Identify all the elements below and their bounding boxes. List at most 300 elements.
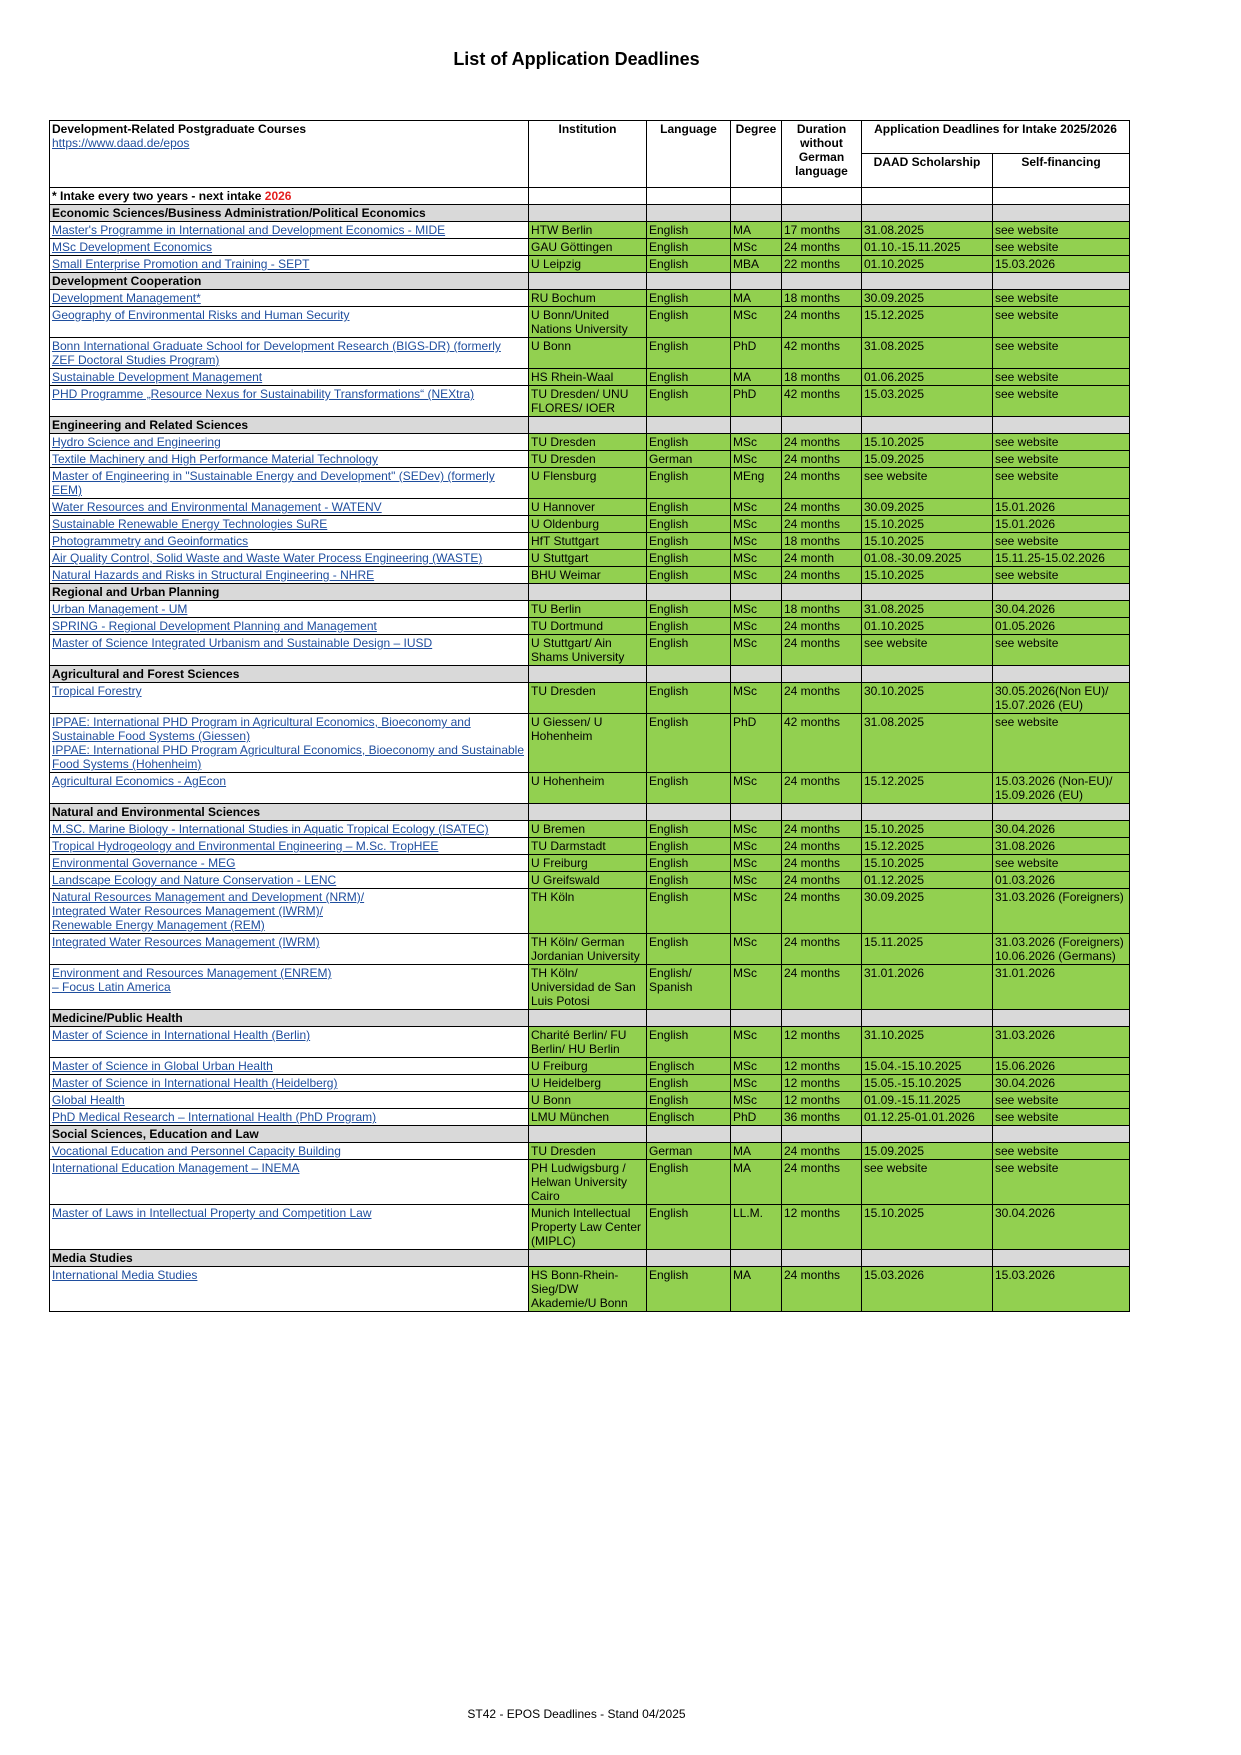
table-row	[50, 1267, 1130, 1312]
page-footer: ST42 - EPOS Deadlines - Stand 04/2025	[467, 1707, 686, 1721]
table-row	[50, 872, 1130, 889]
table-row	[50, 635, 1130, 666]
programme-cell	[50, 821, 529, 838]
programme-cell	[50, 222, 529, 239]
institution-cell: LMU München	[529, 1109, 647, 1126]
degree-cell: MSc	[731, 451, 782, 468]
language-cell: English	[647, 516, 731, 533]
table-row	[50, 369, 1130, 386]
table-row	[50, 838, 1130, 855]
daad-epos-link[interactable]: https://www.daad.de/epos	[52, 136, 190, 150]
programme-cell	[50, 290, 529, 307]
duration-cell: 18 months	[782, 369, 862, 386]
programme-cell	[50, 618, 529, 635]
programme-link[interactable]: Tropical Forestry	[52, 684, 142, 698]
institution-cell: GAU Göttingen	[529, 239, 647, 256]
institution-cell: Munich Intellectual Property Law Center (MIPLC)	[529, 1205, 647, 1250]
programme-link[interactable]: Sustainable Development Management	[52, 370, 263, 384]
header-daad-scholarship: DAAD Scholarship	[862, 154, 993, 188]
programme-link[interactable]: International Media Studies	[52, 1268, 198, 1282]
self-cell: see website	[993, 386, 1130, 417]
programme-link[interactable]: Bonn International Graduate School for Development Research (BIGS-DR) (formerly ZEF Doctoral Studies Program)	[52, 339, 501, 367]
daad-cell: 15.12.2025	[862, 773, 993, 804]
programme-link[interactable]: SPRING - Regional Development Planning and Management	[52, 619, 377, 633]
programme-cell	[50, 499, 529, 516]
category-label: Medicine/Public Health	[50, 1010, 529, 1027]
degree-cell: MSc	[731, 838, 782, 855]
duration-cell: 24 months	[782, 307, 862, 338]
daad-cell: 01.10.2025	[862, 256, 993, 273]
table-row	[50, 550, 1130, 567]
daad-cell: 31.08.2025	[862, 338, 993, 369]
duration-cell: 24 months	[782, 567, 862, 584]
duration-cell: 18 months	[782, 533, 862, 550]
daad-cell: 01.12.25-01.01.2026	[862, 1109, 993, 1126]
table-row	[50, 222, 1130, 239]
programme-link[interactable]: M.SC. Marine Biology - International Studies in Aquatic Tropical Ecology (ISATEC)	[52, 822, 489, 836]
language-cell: English	[647, 601, 731, 618]
duration-cell: 24 months	[782, 618, 862, 635]
programme-link[interactable]: Environment and Resources Management (ENREM)	[52, 966, 332, 980]
self-cell: see website	[993, 1160, 1130, 1205]
duration-cell: 24 months	[782, 1160, 862, 1205]
degree-cell: MSc	[731, 683, 782, 714]
self-cell: 31.03.2026 (Foreigners)	[993, 889, 1130, 934]
table-row	[50, 386, 1130, 417]
programme-cell	[50, 386, 529, 417]
header-duration: Duration without German language	[782, 121, 862, 188]
self-cell: see website	[993, 239, 1130, 256]
programme-link[interactable]: Textile Machinery and High Performance Material Technology	[52, 452, 378, 466]
programme-cell	[50, 369, 529, 386]
table-row	[50, 714, 1130, 773]
degree-cell: MSc	[731, 239, 782, 256]
language-cell: English	[647, 1267, 731, 1312]
language-cell: English	[647, 499, 731, 516]
duration-cell: 24 months	[782, 468, 862, 499]
programme-link[interactable]: Urban Management - UM	[52, 602, 188, 616]
duration-cell: 24 months	[782, 499, 862, 516]
daad-cell: 15.10.2025	[862, 821, 993, 838]
table-row	[50, 1058, 1130, 1075]
table-row	[50, 533, 1130, 550]
programme-link[interactable]: PHD Programme „Resource Nexus for Sustainability Transformations“ (NEXtra)	[52, 387, 475, 401]
self-cell: 01.03.2026	[993, 872, 1130, 889]
self-cell: see website	[993, 369, 1130, 386]
duration-cell: 36 months	[782, 1109, 862, 1126]
institution-cell: U Stuttgart	[529, 550, 647, 567]
language-cell: English	[647, 567, 731, 584]
institution-cell: U Hannover	[529, 499, 647, 516]
degree-cell: MA	[731, 222, 782, 239]
table-row	[50, 1092, 1130, 1109]
degree-cell: PhD	[731, 386, 782, 417]
degree-cell: MSc	[731, 601, 782, 618]
degree-cell: MSc	[731, 965, 782, 1010]
degree-cell: MSc	[731, 1092, 782, 1109]
table-row	[50, 451, 1130, 468]
self-cell: see website	[993, 434, 1130, 451]
table-row	[50, 855, 1130, 872]
institution-cell: Charité Berlin/ FU Berlin/ HU Berlin	[529, 1027, 647, 1058]
self-cell: 31.08.2026	[993, 838, 1130, 855]
programme-cell	[50, 550, 529, 567]
language-cell: English	[647, 468, 731, 499]
programme-cell	[50, 434, 529, 451]
programme-link[interactable]: Master's Programme in International and Development Economics - MIDE	[52, 223, 446, 237]
programme-link[interactable]: Landscape Ecology and Nature Conservation - LENC	[52, 873, 337, 887]
table-row	[50, 256, 1130, 273]
self-cell: see website	[993, 307, 1130, 338]
header-courses	[50, 121, 529, 188]
programme-cell	[50, 1160, 529, 1205]
programme-link[interactable]: Natural Hazards and Risks in Structural Engineering - NHRE	[52, 568, 375, 582]
programme-link[interactable]: Natural Resources Management and Development (NRM)/	[52, 890, 365, 904]
header-self-financing: Self-financing	[993, 154, 1130, 188]
programme-cell	[50, 889, 529, 934]
self-cell: see website	[993, 714, 1130, 773]
category-row	[50, 584, 1130, 601]
programme-link[interactable]: Photogrammetry and Geoinformatics	[52, 534, 249, 548]
institution-cell: TH Köln	[529, 889, 647, 934]
daad-cell: 15.10.2025	[862, 533, 993, 550]
page-title: List of Application Deadlines	[453, 49, 700, 69]
self-cell: 15.11.25-15.02.2026	[993, 550, 1130, 567]
programme-cell	[50, 1109, 529, 1126]
daad-cell: 01.12.2025	[862, 872, 993, 889]
programme-cell	[50, 872, 529, 889]
daad-cell: 15.05.-15.10.2025	[862, 1075, 993, 1092]
daad-cell: 15.11.2025	[862, 934, 993, 965]
programme-cell	[50, 714, 529, 773]
institution-cell: U Giessen/ U Hohenheim	[529, 714, 647, 773]
duration-cell: 12 months	[782, 1205, 862, 1250]
header-institution: Institution	[529, 121, 647, 188]
category-row	[50, 205, 1130, 222]
category-label: Economic Sciences/Business Administration/Political Economics	[50, 205, 529, 222]
language-cell: English	[647, 934, 731, 965]
programme-link[interactable]: IPPAE: International PHD Program in Agricultural Economics, Bioeconomy and Sustainable Food Systems (Giessen)	[52, 715, 471, 743]
duration-cell: 24 months	[782, 872, 862, 889]
programme-link[interactable]: Master of Science in International Health (Heidelberg)	[52, 1076, 338, 1090]
self-cell: 15.03.2026	[993, 256, 1130, 273]
category-row	[50, 666, 1130, 683]
language-cell: English	[647, 821, 731, 838]
institution-cell: U Flensburg	[529, 468, 647, 499]
programme-link[interactable]: Integrated Water Resources Management (IWRM)	[52, 935, 320, 949]
language-cell: English	[647, 386, 731, 417]
programme-cell	[50, 838, 529, 855]
daad-cell: 31.08.2025	[862, 714, 993, 773]
duration-cell: 24 months	[782, 451, 862, 468]
programme-cell	[50, 1092, 529, 1109]
category-row	[50, 273, 1130, 290]
daad-cell: 30.09.2025	[862, 499, 993, 516]
programme-link[interactable]: Master of Science in International Health (Berlin)	[52, 1028, 311, 1042]
duration-cell: 24 months	[782, 516, 862, 533]
programme-cell	[50, 256, 529, 273]
degree-cell: MSc	[731, 872, 782, 889]
programme-link[interactable]: Master of Laws in Intellectual Property and Competition Law	[52, 1206, 372, 1220]
intake-note-year: 2026	[264, 189, 292, 203]
language-cell: English	[647, 307, 731, 338]
table-row	[50, 618, 1130, 635]
daad-cell: 15.03.2025	[862, 386, 993, 417]
daad-cell: 30.10.2025	[862, 683, 993, 714]
table-row	[50, 1205, 1130, 1250]
programme-cell	[50, 338, 529, 369]
institution-cell: PH Ludwigsburg / Helwan University Cairo	[529, 1160, 647, 1205]
language-cell: English	[647, 1205, 731, 1250]
language-cell: English	[647, 635, 731, 666]
programme-link[interactable]: Sustainable Renewable Energy Technologies SuRE	[52, 517, 328, 531]
daad-cell: 15.10.2025	[862, 567, 993, 584]
programme-link[interactable]: – Focus Latin America	[52, 980, 171, 994]
institution-cell: HTW Berlin	[529, 222, 647, 239]
language-cell: English	[647, 773, 731, 804]
degree-cell: MSc	[731, 550, 782, 567]
institution-cell: BHU Weimar	[529, 567, 647, 584]
daad-cell: 31.10.2025	[862, 1027, 993, 1058]
programme-link[interactable]: Master of Science Integrated Urbanism and Sustainable Design – IUSD	[52, 636, 433, 650]
daad-cell: 15.10.2025	[862, 516, 993, 533]
self-cell: see website	[993, 635, 1130, 666]
programme-link[interactable]: Renewable Energy Management (REM)	[52, 918, 265, 932]
category-row	[50, 1010, 1130, 1027]
duration-cell: 24 months	[782, 239, 862, 256]
duration-cell: 24 months	[782, 965, 862, 1010]
programme-cell	[50, 773, 529, 804]
table-row	[50, 434, 1130, 451]
table-row	[50, 1160, 1130, 1205]
programme-cell	[50, 601, 529, 618]
programme-link[interactable]: Hydro Science and Engineering	[52, 435, 221, 449]
programme-link[interactable]: Water Resources and Environmental Management - WATENV	[52, 500, 382, 514]
institution-cell: TU Dresden/ UNU FLORES/ IOER	[529, 386, 647, 417]
language-cell: English	[647, 550, 731, 567]
programme-cell	[50, 855, 529, 872]
degree-cell: MSc	[731, 855, 782, 872]
degree-cell: MSc	[731, 1058, 782, 1075]
programme-link[interactable]: PhD Medical Research – International Health (PhD Program)	[52, 1110, 377, 1124]
programme-link[interactable]: Development Management*	[52, 291, 201, 305]
table-row	[50, 821, 1130, 838]
deadlines-body	[50, 205, 1130, 1312]
institution-cell: U Oldenburg	[529, 516, 647, 533]
degree-cell: MSc	[731, 434, 782, 451]
daad-cell: 15.09.2025	[862, 451, 993, 468]
self-cell: see website	[993, 222, 1130, 239]
programme-link[interactable]: Tropical Hydrogeology and Environmental Engineering – M.Sc. TropHEE	[52, 839, 439, 853]
programme-link[interactable]: Master of Engineering in "Sustainable Energy and Development" (SEDev) (formerly EEM)	[52, 469, 495, 497]
programme-link[interactable]: Master of Science in Global Urban Health	[52, 1059, 273, 1073]
self-cell: see website	[993, 468, 1130, 499]
self-cell: see website	[993, 533, 1130, 550]
duration-cell: 24 months	[782, 838, 862, 855]
institution-cell: U Greifswald	[529, 872, 647, 889]
degree-cell: MSc	[731, 499, 782, 516]
language-cell: English	[647, 239, 731, 256]
table-row	[50, 1075, 1130, 1092]
duration-cell: 24 months	[782, 855, 862, 872]
duration-cell: 12 months	[782, 1027, 862, 1058]
table-row	[50, 307, 1130, 338]
degree-cell: MSc	[731, 307, 782, 338]
programme-cell	[50, 1143, 529, 1160]
language-cell: English	[647, 222, 731, 239]
self-cell: 15.03.2026 (Non-EU)/ 15.09.2026 (EU)	[993, 773, 1130, 804]
degree-cell: MSc	[731, 516, 782, 533]
programme-cell	[50, 1027, 529, 1058]
self-cell: 30.04.2026	[993, 601, 1130, 618]
programme-cell	[50, 1075, 529, 1092]
category-label: Social Sciences, Education and Law	[50, 1126, 529, 1143]
self-cell: 15.01.2026	[993, 499, 1130, 516]
daad-cell: 15.04.-15.10.2025	[862, 1058, 993, 1075]
table-row	[50, 338, 1130, 369]
duration-cell: 24 month	[782, 550, 862, 567]
programme-link[interactable]: Small Enterprise Promotion and Training - SEPT	[52, 257, 310, 271]
institution-cell: U Bonn	[529, 1092, 647, 1109]
degree-cell: MSc	[731, 934, 782, 965]
degree-cell: MA	[731, 1267, 782, 1312]
degree-cell: PhD	[731, 1109, 782, 1126]
duration-cell: 24 months	[782, 934, 862, 965]
category-row	[50, 804, 1130, 821]
programme-cell	[50, 1267, 529, 1312]
programme-link[interactable]: Global Health	[52, 1093, 125, 1107]
degree-cell: MA	[731, 290, 782, 307]
programme-link[interactable]: MSc Development Economics	[52, 240, 213, 254]
institution-cell: TH Köln/ German Jordanian University	[529, 934, 647, 965]
table-row	[50, 601, 1130, 618]
daad-cell: 15.12.2025	[862, 838, 993, 855]
programme-link[interactable]: Integrated Water Resources Management (IWRM)/	[52, 904, 323, 918]
programme-cell	[50, 468, 529, 499]
daad-cell: 31.08.2025	[862, 601, 993, 618]
institution-cell: HfT Stuttgart	[529, 533, 647, 550]
degree-cell: MA	[731, 369, 782, 386]
category-row	[50, 1126, 1130, 1143]
table-row	[50, 499, 1130, 516]
table-row	[50, 683, 1130, 714]
duration-cell: 24 months	[782, 434, 862, 451]
daad-cell: 15.10.2025	[862, 1205, 993, 1250]
degree-cell: MSc	[731, 567, 782, 584]
duration-cell: 18 months	[782, 601, 862, 618]
table-row	[50, 1143, 1130, 1160]
self-cell: 15.01.2026	[993, 516, 1130, 533]
language-cell: English	[647, 838, 731, 855]
institution-cell: U Freiburg	[529, 1058, 647, 1075]
self-cell: see website	[993, 1143, 1130, 1160]
self-cell: 15.03.2026	[993, 1267, 1130, 1312]
programme-cell	[50, 1205, 529, 1250]
self-cell: 01.05.2026	[993, 618, 1130, 635]
self-cell: see website	[993, 567, 1130, 584]
language-cell: English	[647, 369, 731, 386]
programme-cell	[50, 307, 529, 338]
duration-cell: 24 months	[782, 821, 862, 838]
institution-cell: RU Bochum	[529, 290, 647, 307]
duration-cell: 42 months	[782, 386, 862, 417]
degree-cell: MSc	[731, 821, 782, 838]
programme-cell	[50, 533, 529, 550]
daad-cell: 31.08.2025	[862, 222, 993, 239]
language-cell: English	[647, 1160, 731, 1205]
duration-cell: 24 months	[782, 1267, 862, 1312]
programme-link[interactable]: Geography of Environmental Risks and Human Security	[52, 308, 350, 322]
programme-link[interactable]: Agricultural Economics - AgEcon	[52, 774, 227, 788]
degree-cell: PhD	[731, 338, 782, 369]
category-row	[50, 1250, 1130, 1267]
daad-cell: 30.09.2025	[862, 889, 993, 934]
programme-cell	[50, 516, 529, 533]
daad-cell: 15.10.2025	[862, 855, 993, 872]
language-cell: English	[647, 683, 731, 714]
degree-cell: MSc	[731, 1027, 782, 1058]
daad-cell: 30.09.2025	[862, 290, 993, 307]
institution-cell: U Bonn/United Nations University	[529, 307, 647, 338]
language-cell: English	[647, 533, 731, 550]
programme-cell	[50, 965, 529, 1010]
duration-cell: 24 months	[782, 1143, 862, 1160]
table-row	[50, 567, 1130, 584]
category-label: Media Studies	[50, 1250, 529, 1267]
programme-link[interactable]: International Education Management – INEMA	[52, 1161, 300, 1175]
header-deadlines: Application Deadlines for Intake 2025/2026	[862, 121, 1130, 154]
duration-cell: 42 months	[782, 714, 862, 773]
duration-cell: 24 months	[782, 889, 862, 934]
daad-cell: 15.09.2025	[862, 1143, 993, 1160]
programme-link[interactable]: IPPAE: International PHD Program Agricultural Economics, Bioeconomy and Sustainable Food Systems (Hohenheim)	[52, 743, 525, 771]
degree-cell: MA	[731, 1160, 782, 1205]
self-cell: see website	[993, 290, 1130, 307]
self-cell: see website	[993, 451, 1130, 468]
daad-cell: 15.12.2025	[862, 307, 993, 338]
self-cell: 31.03.2026	[993, 1027, 1130, 1058]
programme-link[interactable]: Vocational Education and Personnel Capacity Building	[52, 1144, 341, 1158]
duration-cell: 18 months	[782, 290, 862, 307]
table-row	[50, 773, 1130, 804]
daad-cell: 01.09.-15.11.2025	[862, 1092, 993, 1109]
programme-cell	[50, 683, 529, 714]
programme-link[interactable]: Air Quality Control, Solid Waste and Waste Water Process Engineering (WASTE)	[52, 551, 483, 565]
self-cell: 31.01.2026	[993, 965, 1130, 1010]
duration-cell: 17 months	[782, 222, 862, 239]
programme-link[interactable]: Environmental Governance - MEG	[52, 856, 236, 870]
self-cell: 30.04.2026	[993, 821, 1130, 838]
institution-cell: TU Darmstadt	[529, 838, 647, 855]
institution-cell: U Freiburg	[529, 855, 647, 872]
institution-cell: U Bonn	[529, 338, 647, 369]
programme-cell	[50, 567, 529, 584]
language-cell: English	[647, 434, 731, 451]
language-cell: English	[647, 855, 731, 872]
daad-cell: 01.06.2025	[862, 369, 993, 386]
language-cell: English/ Spanish	[647, 965, 731, 1010]
table-row	[50, 516, 1130, 533]
daad-cell: see website	[862, 635, 993, 666]
language-cell: English	[647, 872, 731, 889]
language-cell: Englisch	[647, 1109, 731, 1126]
institution-cell: TU Dresden	[529, 683, 647, 714]
duration-cell: 12 months	[782, 1092, 862, 1109]
degree-cell: MSc	[731, 773, 782, 804]
category-label: Regional and Urban Planning	[50, 584, 529, 601]
duration-cell: 12 months	[782, 1075, 862, 1092]
programme-cell	[50, 239, 529, 256]
